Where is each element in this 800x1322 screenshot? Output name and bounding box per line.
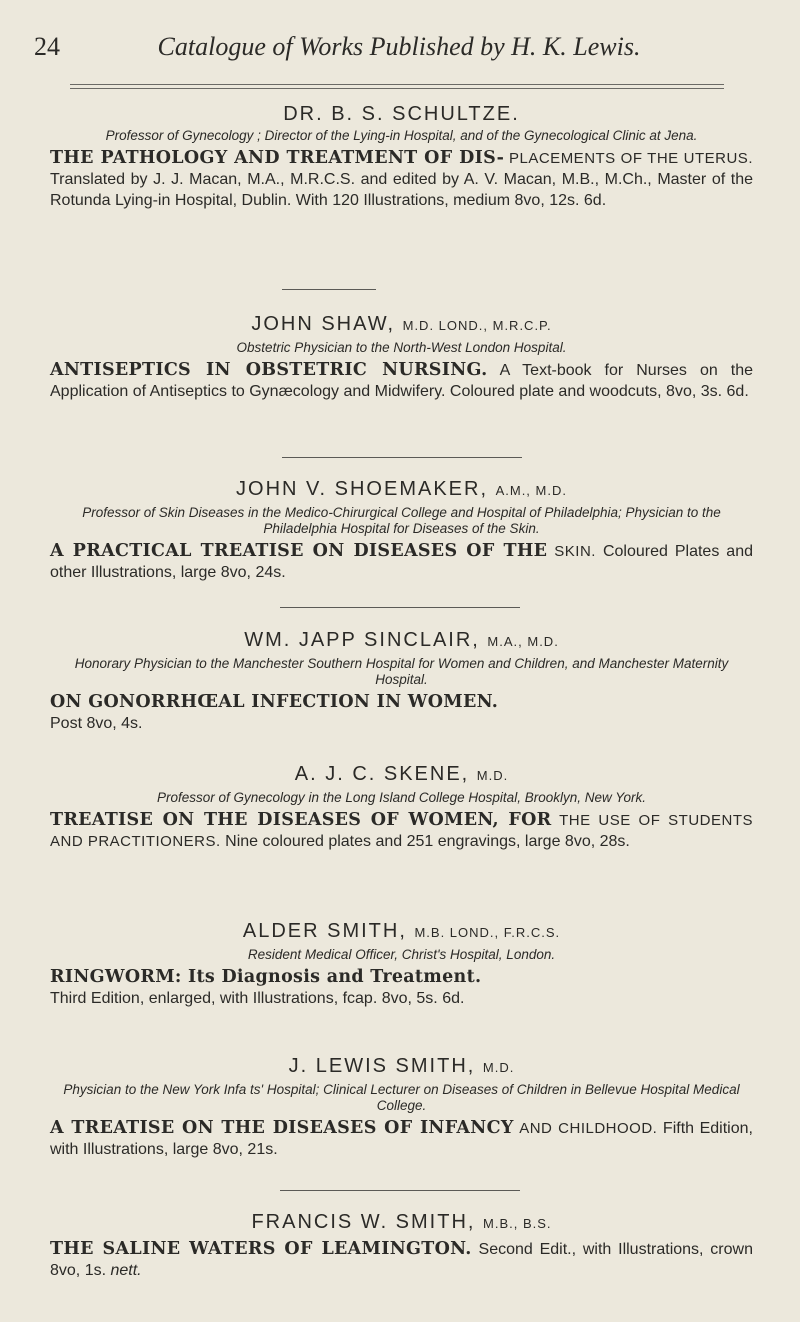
work-description: Translated by J. J. Macan, M.A., M.R.C.S. and edited by A. V. Macan, M.B., M.Ch., Master of the Rotunda Lying-in Hospital, Dublin. With 120 Illustrations, medium 8vo, 12s. 6d. (50, 171, 753, 209)
work-title-continued: AND CHILDHOOD. (519, 1120, 658, 1137)
author-qualifications: A.M., M.D. (495, 483, 567, 498)
work-title: THE PATHOLOGY AND TREATMENT OF DIS- (50, 148, 505, 168)
author-qualifications: M.B. LOND., F.R.C.S. (414, 925, 561, 940)
author-name: WM. JAPP SINCLAIR, M.A., M.D. (244, 629, 559, 651)
running-head (34, 30, 764, 70)
work-description: Third Edition, enlarged, with Illustrations, fcap. 8vo, 5s. 6d. (50, 990, 465, 1007)
page-number: 24 (34, 32, 60, 61)
author-qualifications: M.D. (476, 768, 509, 783)
catalogue-entry (50, 103, 753, 211)
catalogue-entry (50, 1055, 753, 1160)
catalogue-entry (50, 478, 753, 583)
work-title-continued: PLACEMENTS OF THE UTERUS. (509, 150, 753, 167)
work-listing (50, 1118, 753, 1160)
work-title: A TREATISE ON THE DISEASES OF INFANCY (50, 1118, 514, 1138)
author-position: Professor of Gynecology ; Director of the Lying-in Hospital, and of the Gynecological Clinic at Jena. (105, 128, 698, 143)
work-description: Coloured Plates and other Illustrations, large 8vo, 24s. (50, 543, 753, 581)
price-nett-note: nett. (110, 1262, 142, 1279)
author-position: Physician to the New York Infa ts' Hospital; Clinical Lecturer on Diseases of Children in Bellevue Hospital Medical College. (63, 1082, 740, 1113)
running-title: Catalogue of Works Published by H. K. Lewis. (157, 32, 641, 61)
separator-rule (280, 607, 520, 608)
work-title: ANTISEPTICS IN OBSTETRIC NURSING. (50, 360, 488, 380)
author-qualifications: M.A., M.D. (487, 634, 559, 649)
author-name: J. LEWIS SMITH, M.D. (288, 1055, 515, 1077)
work-listing (50, 148, 753, 211)
separator-rule (282, 457, 522, 458)
catalogue-entry (50, 629, 753, 734)
work-listing (50, 692, 753, 734)
author-name: JOHN SHAW, M.D. LOND., M.R.C.P. (251, 313, 552, 335)
work-title-continued: THE USE OF STUDENTS AND PRACTITIONERS. (50, 812, 753, 850)
author-position: Obstetric Physician to the North-West London Hospital. (236, 340, 567, 355)
work-description: Second Edit., with Illustrations, crown 8vo, 1s. (50, 1241, 753, 1279)
work-listing (50, 541, 753, 583)
work-description: Post 8vo, 4s. (50, 715, 143, 732)
work-title: ON GONORRHŒAL INFECTION IN WOMEN. (50, 692, 499, 712)
author-qualifications: M.D. (482, 1060, 515, 1075)
work-description: Nine coloured plates and 251 engravings, large 8vo, 28s. (225, 833, 630, 850)
work-listing (50, 810, 753, 852)
author-position: Professor of Gynecology in the Long Island College Hospital, Brooklyn, New York. (156, 790, 646, 805)
author-qualifications: M.B., B.S. (483, 1216, 552, 1231)
work-listing (50, 360, 753, 402)
separator-rule (282, 289, 376, 290)
author-position: Resident Medical Officer, Christ's Hospital, London. (247, 947, 556, 962)
author-name: JOHN V. SHOEMAKER, A.M., M.D. (236, 478, 567, 500)
author-position: Honorary Physician to the Manchester Southern Hospital for Women and Children, and Manchester Maternity Hospital. (74, 656, 729, 687)
header-rule (70, 88, 724, 89)
author-name: DR. B. S. SCHULTZE. (283, 103, 520, 125)
header-rule (70, 84, 724, 85)
author-name: ALDER SMITH, M.B. LOND., F.R.C.S. (242, 920, 561, 942)
work-description: Fifth Edition, with Illustrations, large 8vo, 21s. (50, 1120, 753, 1158)
author-qualifications: M.D. LOND., M.R.C.P. (402, 318, 552, 333)
author-position: Professor of Skin Diseases in the Medico-Chirurgical College and Hospital of Philadelphia; Physician to the Philadelphia Hospital for Diseases of the Skin. (82, 505, 721, 536)
work-title: A PRACTICAL TREATISE ON DISEASES OF THE (50, 541, 548, 561)
author-name: A. J. C. SKENE, M.D. (294, 763, 509, 785)
catalogue-entry (50, 763, 753, 852)
work-title: THE SALINE WATERS OF LEAMINGTON. (50, 1239, 472, 1259)
catalogue-entry (50, 920, 753, 1009)
catalogue-entry (50, 313, 753, 402)
author-name: FRANCIS W. SMITH, M.B., B.S. (251, 1211, 552, 1233)
work-listing (50, 967, 753, 1009)
work-title-continued: SKIN. (554, 543, 596, 560)
work-description: A Text-book for Nurses on the Application of Antiseptics to Gynæcology and Midwifery. Coloured plate and woodcuts, 8vo, 3s. 6d. (50, 362, 753, 400)
work-title: RINGWORM: Its Diagnosis and Treatment. (50, 967, 482, 987)
catalogue-entry (50, 1211, 753, 1281)
work-title: TREATISE ON THE DISEASES OF WOMEN, FOR (50, 810, 552, 830)
separator-rule (280, 1190, 520, 1191)
work-listing (50, 1239, 753, 1281)
